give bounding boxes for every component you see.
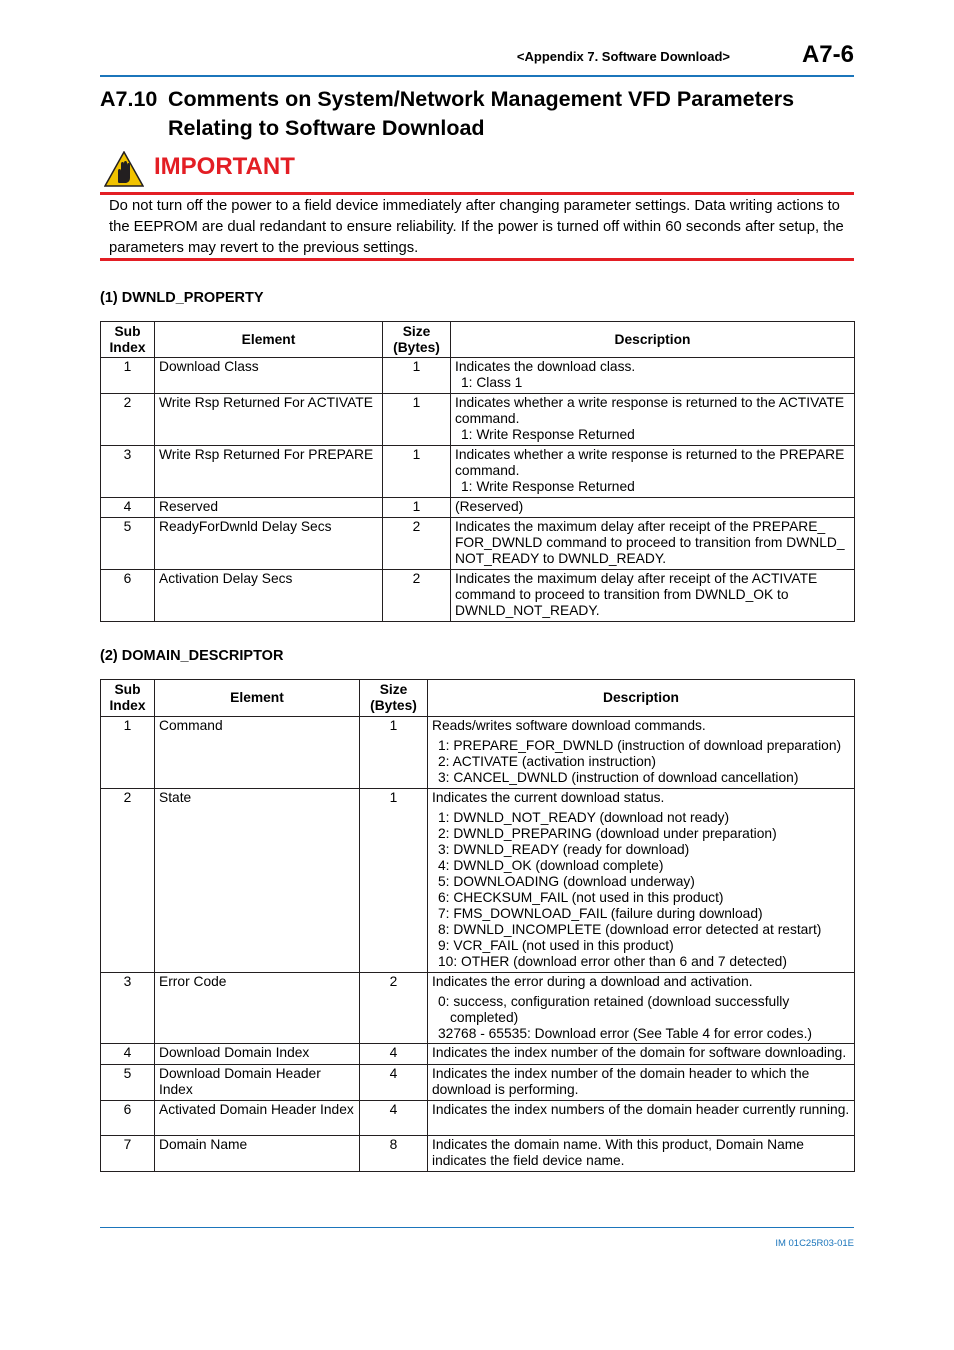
cell-index: 3 [101, 973, 155, 1044]
cell-size: 1 [383, 446, 451, 498]
table-header-row [101, 680, 855, 717]
col-description: Description [451, 322, 855, 358]
cell-index: 2 [101, 789, 155, 973]
cell-size: 4 [360, 1044, 428, 1065]
header-section-title: <Appendix 7. Software Download> [516, 49, 730, 64]
table-row [101, 973, 855, 1044]
cell-index: 7 [101, 1136, 155, 1172]
cell-description: Indicates the download class. 1: Class 1 [451, 358, 855, 394]
important-rule-top [100, 192, 854, 195]
cell-index: 1 [101, 717, 155, 789]
domain-descriptor-table [100, 679, 855, 1172]
cell-description: Indicates whether a write response is returned to the ACTIVATE command. 1: Write Response Returned [451, 394, 855, 446]
cell-description: Indicates the domain name. With this product, Domain Name indicates the field device name. [428, 1136, 855, 1172]
cell-index: 5 [101, 1065, 155, 1101]
table-row [101, 446, 855, 498]
cell-index: 3 [101, 446, 155, 498]
cell-description: Indicates whether a write response is returned to the PREPARE command. 1: Write Response Returned [451, 446, 855, 498]
cell-description: Indicates the current download status. 1: DWNLD_NOT_READY (download not ready) 2: DWNLD_PREPARING (download under preparation) 3: DWNLD_READY (ready for download) 4: DWNLD_OK (download complete) 5: DOWNLOADING (download underway) 6: CHECKSUM_FAIL (not used in this product) 7: FMS_DOWNLOAD_FAIL (failure during download) 8: DWNLD_INCOMPLETE (download error detected at restart) 9: VCR_FAIL (not used in this product) 10: OTHER (download error other than 6 and 7 detected) [428, 789, 855, 973]
table-row [101, 1065, 855, 1101]
table-row [101, 1044, 855, 1065]
cell-size: 4 [360, 1101, 428, 1136]
table-row [101, 789, 855, 973]
cell-size: 2 [383, 518, 451, 570]
cell-description: Indicates the index numbers of the domain header currently running. [428, 1101, 855, 1136]
cell-element: Command [155, 717, 360, 789]
cell-description: Reads/writes software download commands. 1: PREPARE_FOR_DWNLD (instruction of download preparation) 2: ACTIVATE (activation instruction) 3: CANCEL_DWNLD (instruction of download cancellation) [428, 717, 855, 789]
cell-element: Write Rsp Returned For ACTIVATE [155, 394, 383, 446]
cell-size: 4 [360, 1065, 428, 1101]
col-element: Element [155, 680, 360, 717]
cell-size: 1 [360, 789, 428, 973]
cell-element: Download Domain Header Index [155, 1065, 360, 1101]
cell-element: Download Class [155, 358, 383, 394]
table-row [101, 1101, 855, 1136]
cell-description: (Reserved) [451, 498, 855, 518]
footer-rule [100, 1227, 854, 1228]
cell-description: Indicates the error during a download and activation. 0: success, configuration retained (download successfully completed) 32768 - 65535: Download error (See Table 4 for error codes.) [428, 973, 855, 1044]
cell-index: 6 [101, 570, 155, 622]
col-element: Element [155, 322, 383, 358]
domain-descriptor-heading: (2) DOMAIN_DESCRIPTOR [100, 648, 284, 664]
cell-index: 1 [101, 358, 155, 394]
cell-description: Indicates the maximum delay after receipt of the PREPARE_ FOR_DWNLD command to proceed to transition from DWNLD_ NOT_READY to DWNLD_READY. [451, 518, 855, 570]
cell-element: Write Rsp Returned For PREPARE [155, 446, 383, 498]
col-description: Description [428, 680, 855, 717]
cell-index: 6 [101, 1101, 155, 1136]
cell-element: Reserved [155, 498, 383, 518]
cell-size: 2 [383, 570, 451, 622]
section-title-line1: Comments on System/Network Management VFD Parameters [168, 87, 795, 111]
cell-index: 5 [101, 518, 155, 570]
cell-description: Indicates the index number of the domain for software downloading. [428, 1044, 855, 1065]
table-row [101, 498, 855, 518]
footer-document-id: IM 01C25R03-01E [775, 1238, 854, 1249]
dwnld-property-heading: (1) DWNLD_PROPERTY [100, 290, 264, 306]
cell-element: ReadyForDwnld Delay Secs [155, 518, 383, 570]
page-header [100, 40, 854, 76]
cell-index: 4 [101, 498, 155, 518]
cell-size: 8 [360, 1136, 428, 1172]
cell-index: 4 [101, 1044, 155, 1065]
header-rule [100, 75, 854, 77]
cell-size: 1 [383, 394, 451, 446]
section-title [100, 85, 860, 143]
important-text: Do not turn off the power to a field device immediately after changing parameter settings. Data writing actions to the EEPROM are dual redandant to ensure reliability. If the power is turned off within 60 seconds after setup, the parameters may revert to the previous settings. [109, 198, 844, 256]
cell-element: Download Domain Index [155, 1044, 360, 1065]
warning-hand-icon [104, 151, 144, 187]
table-row [101, 570, 855, 622]
dwnld-property-table [100, 321, 855, 622]
cell-element: Domain Name [155, 1136, 360, 1172]
cell-index: 2 [101, 394, 155, 446]
table-row [101, 394, 855, 446]
important-heading: IMPORTANT [154, 153, 295, 180]
cell-element: Activated Domain Header Index [155, 1101, 360, 1136]
col-sub-index: Sub Index [101, 322, 155, 358]
table-row [101, 717, 855, 789]
cell-size: 1 [383, 358, 451, 394]
table-row [101, 1136, 855, 1172]
table-row [101, 358, 855, 394]
cell-size: 1 [383, 498, 451, 518]
cell-element: State [155, 789, 360, 973]
section-number: A7.10 [100, 87, 158, 111]
cell-description: Indicates the maximum delay after receipt of the ACTIVATE command to proceed to transition from DWNLD_OK to DWNLD_NOT_READY. [451, 570, 855, 622]
table-header-row [101, 322, 855, 358]
col-sub-index: Sub Index [101, 680, 155, 717]
cell-element: Activation Delay Secs [155, 570, 383, 622]
table-row [101, 518, 855, 570]
header-page-number: A7-6 [801, 41, 854, 68]
cell-size: 2 [360, 973, 428, 1044]
cell-size: 1 [360, 717, 428, 789]
important-rule-bottom [100, 258, 854, 261]
cell-element: Error Code [155, 973, 360, 1044]
cell-description: Indicates the index number of the domain header to which the download is performing. [428, 1065, 855, 1101]
section-title-line2: Relating to Software Download [168, 116, 485, 140]
col-size: Size (Bytes) [360, 680, 428, 717]
col-size: Size (Bytes) [383, 322, 451, 358]
